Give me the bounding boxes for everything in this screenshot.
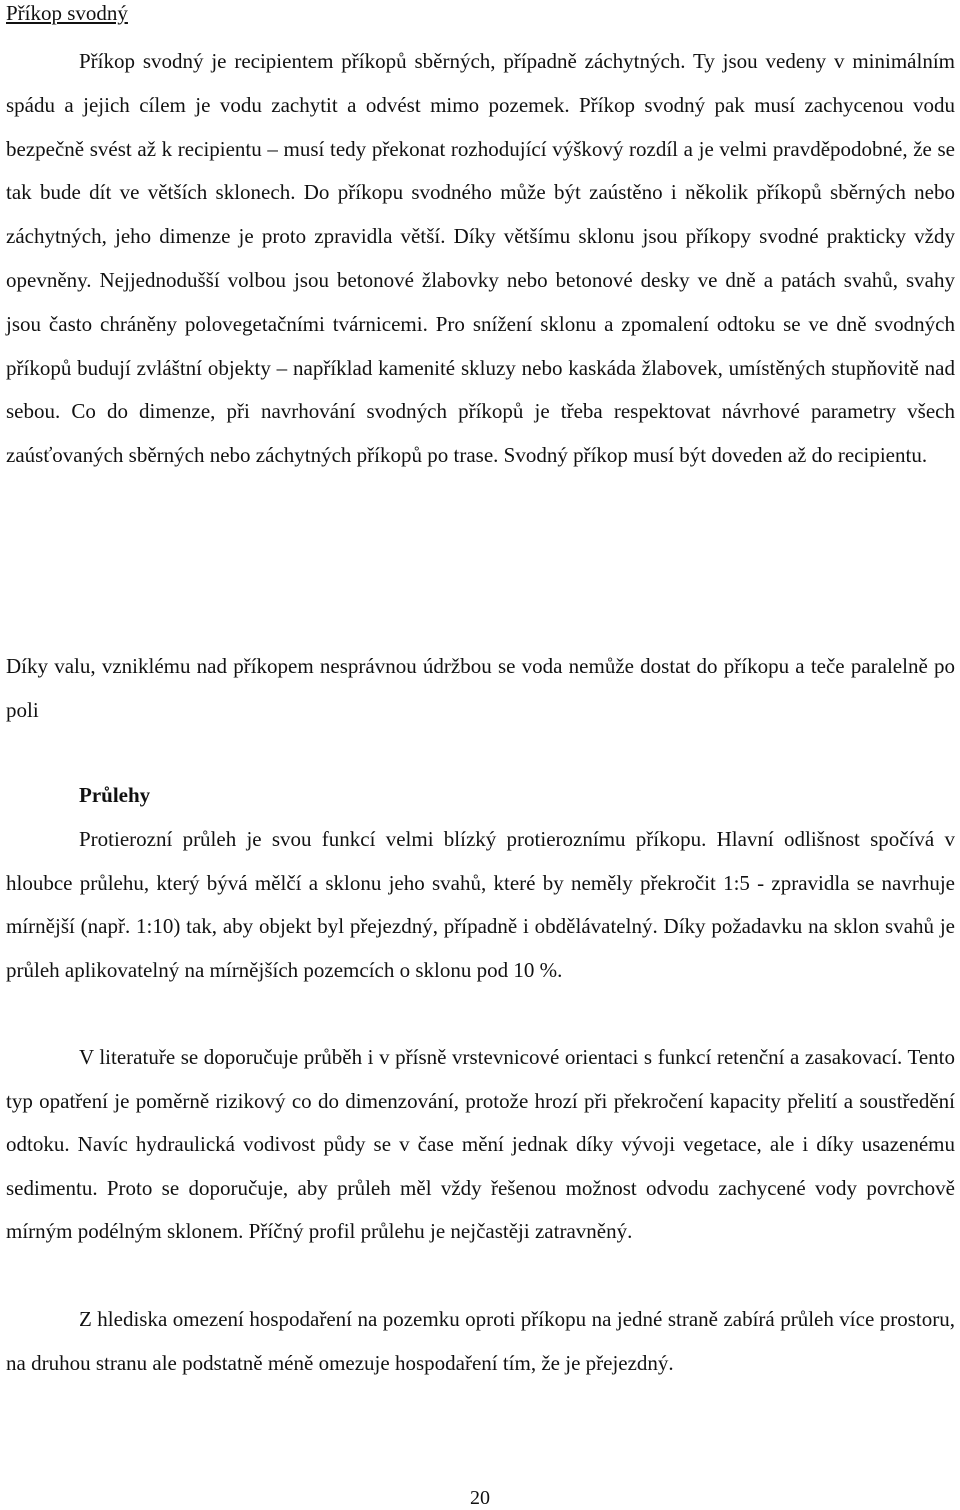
paragraph-literatura: V literatuře se doporučuje průběh i v přísně vrstevnicové orientaci s funkcí retenční a zasakovací. Tento typ opatření je poměrně rizikový co do dimenzování, protože hrozí při překročení kapacity přelití a soustředění odtoku. Navíc hydraulická vodivost půdy se v čase mění jednak díky vývoji vegetace, ale i díky usazenému sedimentu. Proto se doporučuje, aby průleh měl vždy řešenou možnost odvodu zachycené vody povrchově mírným podélným sklonem. Příčný profil průlehu je nejčastěji zatravněný. xyxy=(6,1045,955,1244)
paragraph-val: Díky valu, vzniklému nad příkopem nesprávnou údržbou se voda nemůže dostat do příkopu a teče paralelně po poli xyxy=(6,654,955,722)
paragraph-hospodareni: Z hlediska omezení hospodaření na pozemku oproti příkopu na jedné straně zabírá průleh více prostoru, na druhou stranu ale podstatně méně omezuje hospodaření tím, že je přejezdný. xyxy=(6,1307,955,1375)
section-title: Příkop svodný xyxy=(6,1,128,25)
subheading-pruleh: Průlehy xyxy=(79,783,151,807)
page-number: 20 xyxy=(470,1487,490,1509)
paragraph-prikop-svodny: Příkop svodný je recipientem příkopů sběrných, případně záchytných. Ty jsou vedeny v minimálním spádu a jejich cílem je vodu zachytit a odvést mimo pozemek. Příkop svodný pak musí zachycenou vodu bezpečně svést až k recipientu – musí tedy překonat rozhodující výškový rozdíl a je velmi pravděpodobné, že se tak bude dít ve větších sklonech. Do příkopu svodného může být zaústěno i několik příkopů sběrných nebo záchytných, jeho dimenze je proto zpravidla větší. Díky většímu sklonu jsou příkopy svodné prakticky vždy opevněny. Nejjednodušší volbou jsou betonové žlabovky nebo betonové desky ve dně a patách svahů, svahy jsou často chráněny polovegetačními tvárnicemi. Pro snížení sklonu a zpomalení odtoku se ve dně svodných příkopů budují zvláštní objekty – například kamenité skluzy nebo kaskáda žlabovek, umístěných stupňovitě nad sebou. Co do dimenze, při navrhování svodných příkopů je třeba respektovat návrhové parametry všech zaúsťovaných sběrných nebo záchytných příkopů po trase. Svodný příkop musí být doveden až do recipientu. xyxy=(6,49,955,468)
paragraph-pruleh-intro: Protierozní průleh je svou funkcí velmi blízký protieroznímu příkopu. Hlavní odlišnost spočívá v hloubce průlehu, který bývá mělčí a sklonu jeho svahů, které by neměly překročit 1:5 - zpravidla se navrhuje mírnější (např. 1:10) tak, aby objekt byl přejezdný, případně i obdělávatelný. Díky požadavku na sklon svahů je průleh aplikovatelný na mírnějších pozemcích o sklonu pod 10 %. xyxy=(6,827,955,982)
